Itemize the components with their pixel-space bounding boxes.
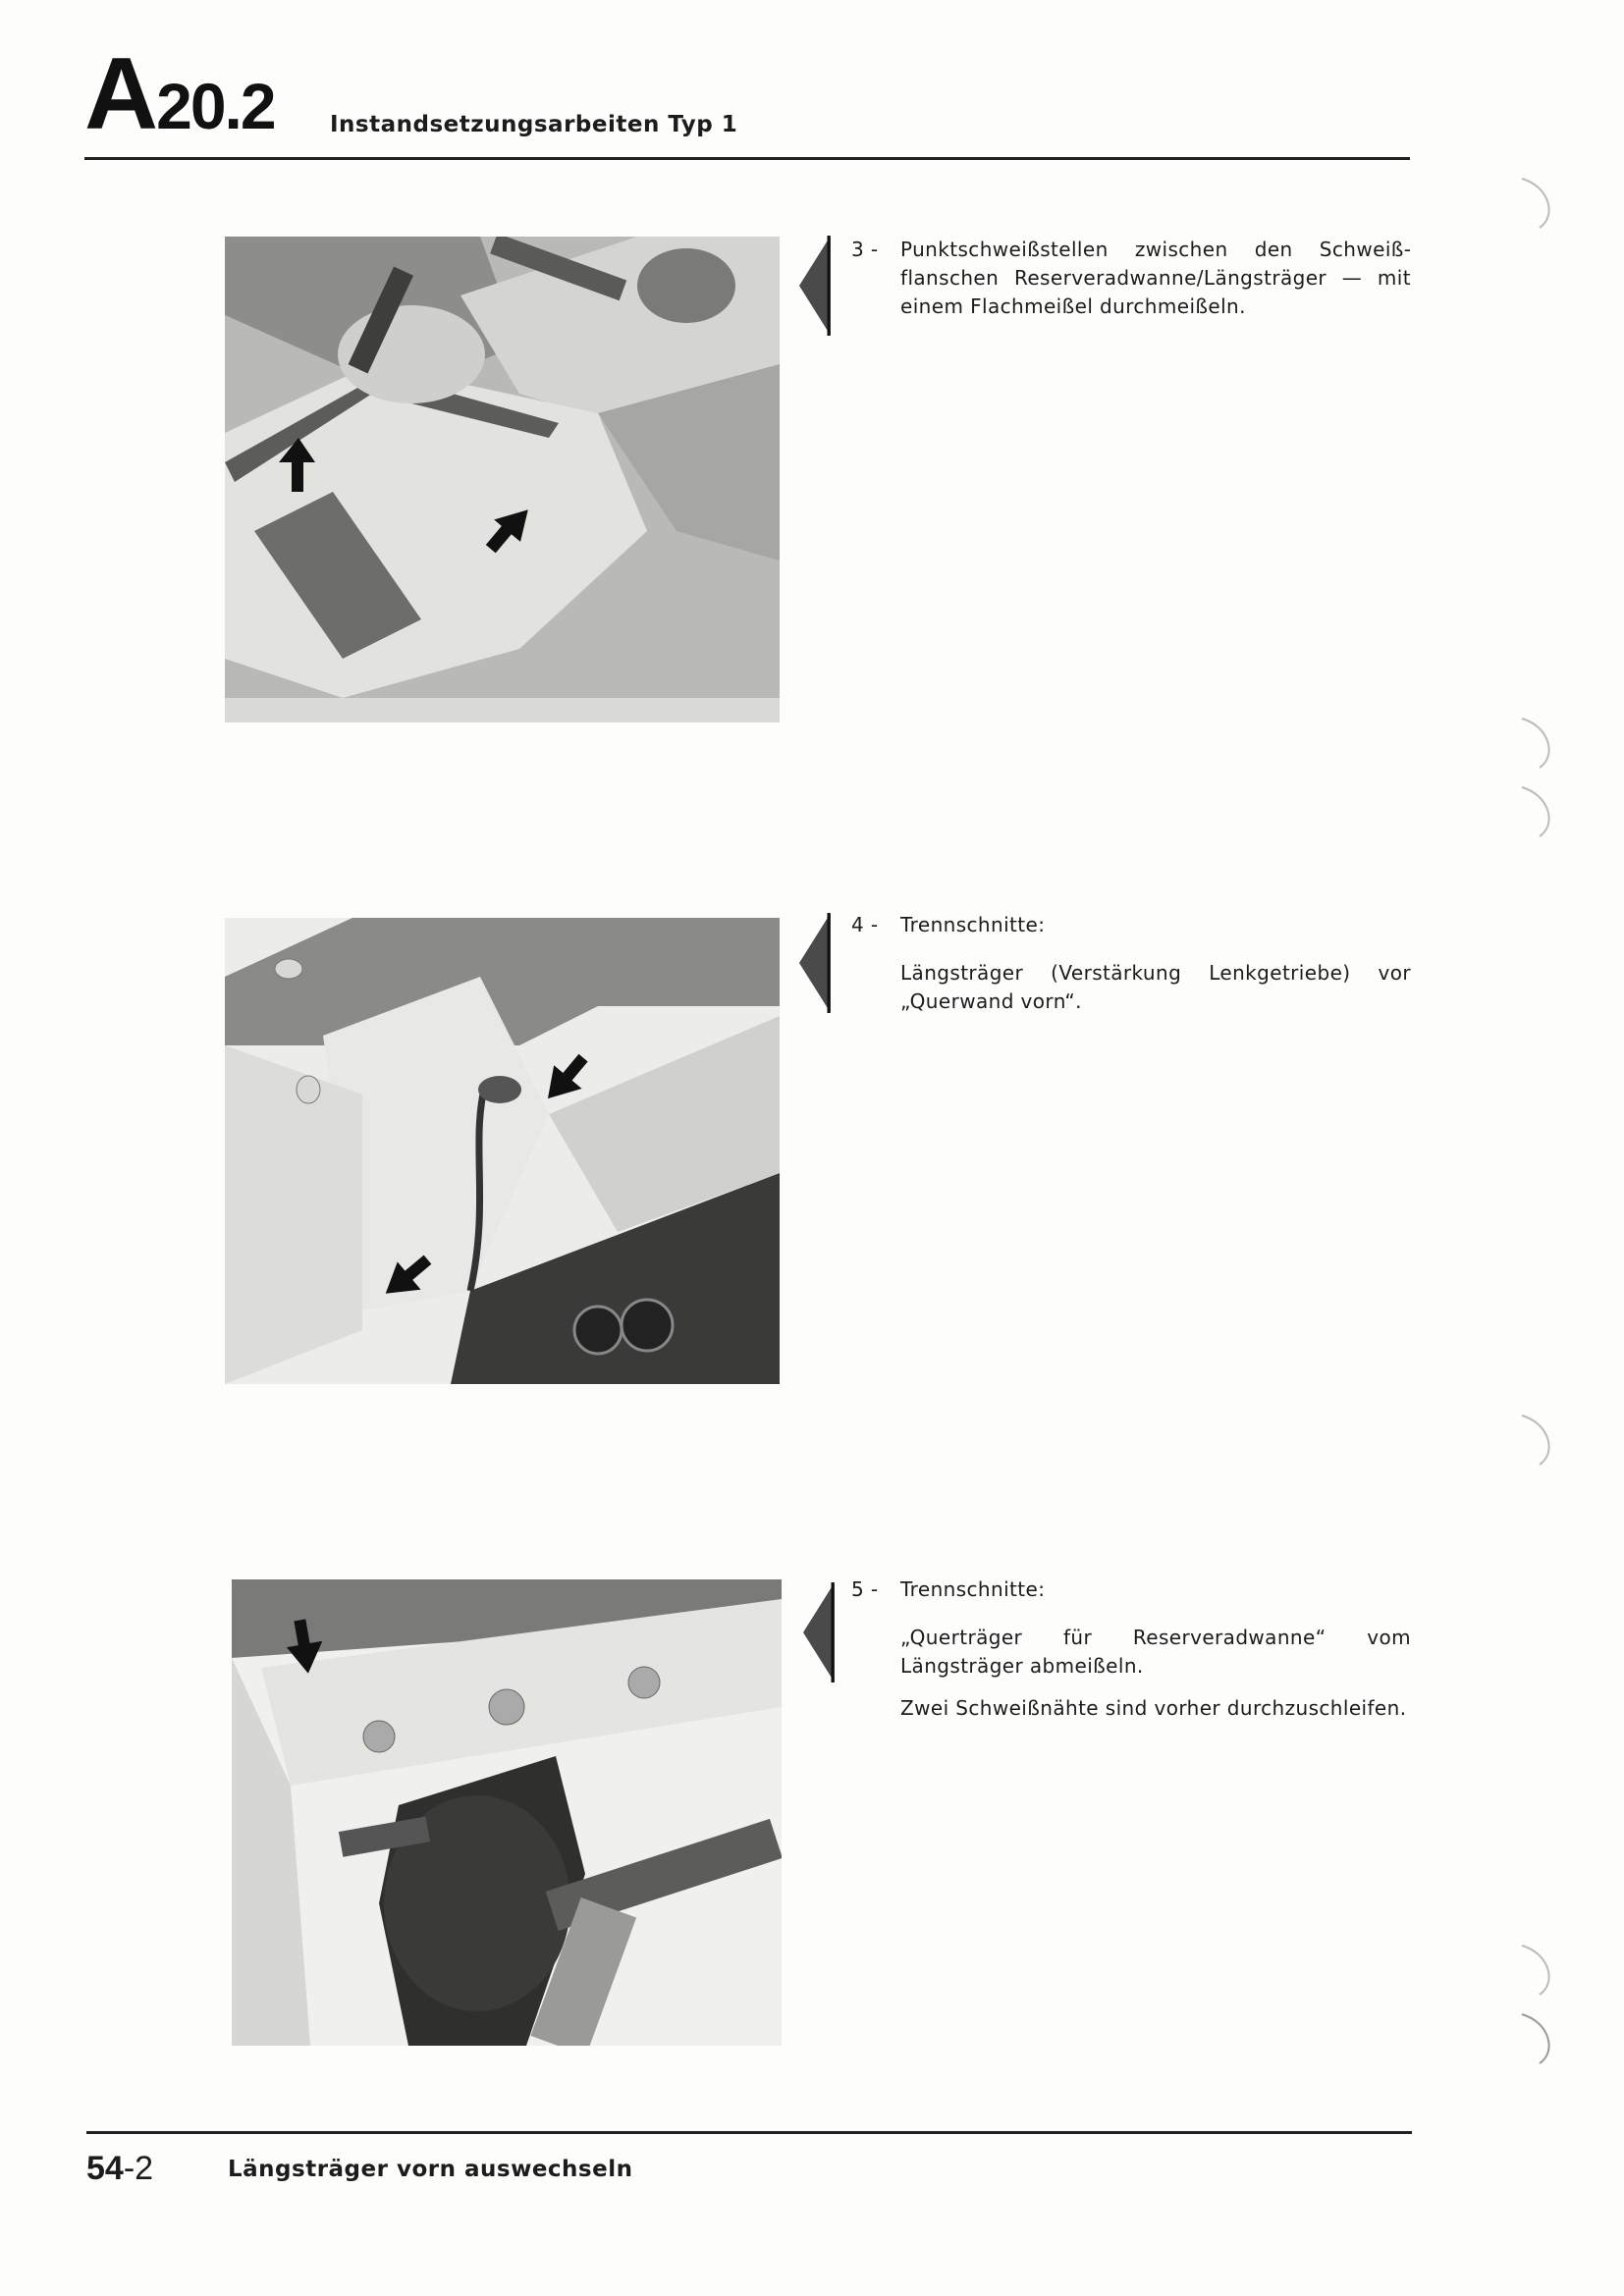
step-4-heading: Trennschnitte: xyxy=(900,913,1046,936)
step-5-pointer xyxy=(803,1582,835,1682)
footer-rule xyxy=(86,2131,1412,2134)
photo-step-3-illustration xyxy=(225,237,780,722)
step-4 xyxy=(851,911,1411,1030)
step-3-number: 3 - xyxy=(851,238,879,261)
photo-step-5-illustration xyxy=(232,1579,782,2046)
section-letter: A xyxy=(84,37,157,151)
section-code xyxy=(84,37,275,151)
binder-hole-icon xyxy=(1520,1944,1559,1997)
photo-step-5 xyxy=(232,1579,782,2046)
step-5-text-1: „Querträger für Reserveradwanne“ vom Längsträger abmeißeln. xyxy=(900,1626,1411,1678)
pointer-triangle-icon xyxy=(799,236,831,336)
binder-hole-icon xyxy=(1520,177,1559,230)
step-5-number: 5 - xyxy=(851,1577,879,1601)
section-number: 20.2 xyxy=(156,70,275,142)
step-5-text-2: Zwei Schweißnähte sind vorher durchzuschleifen. xyxy=(900,1696,1407,1720)
step-3-text: Punktschweißstellen zwischen den Schweißflanschen Reserveradwanne/Längsträger — mit einem Flachmeißel durchmeißeln. xyxy=(900,238,1411,318)
step-3-pointer xyxy=(799,236,831,336)
pointer-triangle-icon xyxy=(799,913,831,1013)
page-footer-title: Längsträger vorn auswechseln xyxy=(228,2157,633,2182)
binder-hole-mark xyxy=(1520,2012,1559,2065)
binder-hole-mark xyxy=(1520,1414,1559,1467)
binder-hole-mark xyxy=(1520,177,1559,230)
binder-hole-icon xyxy=(1520,717,1559,770)
step-5 xyxy=(851,1575,1411,1736)
binder-hole-mark xyxy=(1520,785,1559,838)
pointer-triangle-icon xyxy=(803,1582,835,1682)
step-3 xyxy=(851,236,1411,335)
photo-step-3 xyxy=(225,237,780,722)
step-4-pointer xyxy=(799,913,831,1013)
photo-step-4 xyxy=(225,918,780,1384)
page-number: 54-2 xyxy=(86,2150,154,2187)
binder-hole-mark xyxy=(1520,1944,1559,1997)
binder-hole-mark xyxy=(1520,717,1559,770)
photo-step-4-illustration xyxy=(225,918,780,1384)
step-5-heading: Trennschnitte: xyxy=(900,1577,1046,1601)
page-header-title: Instandsetzungsarbeiten Typ 1 xyxy=(330,112,738,137)
step-4-number: 4 - xyxy=(851,913,879,936)
binder-hole-icon xyxy=(1520,2012,1559,2065)
binder-hole-icon xyxy=(1520,785,1559,838)
binder-hole-icon xyxy=(1520,1414,1559,1467)
header-rule xyxy=(84,157,1410,160)
step-4-text: Längsträger (Verstärkung Lenkgetriebe) vor „Querwand vorn“. xyxy=(900,961,1411,1013)
